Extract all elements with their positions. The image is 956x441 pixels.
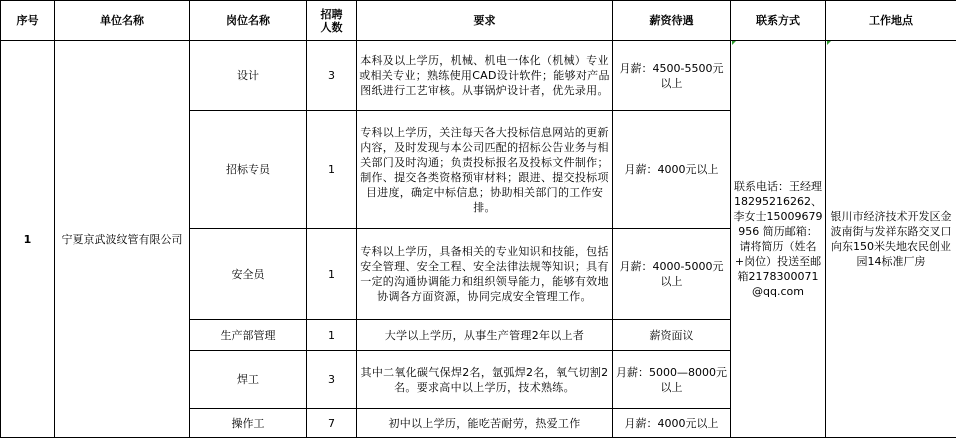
table-row <box>1 41 956 111</box>
job-title-cell: 操作工 <box>190 409 307 438</box>
header-salary: 薪资待遇 <box>613 1 731 41</box>
header-company: 单位名称 <box>55 1 190 41</box>
job-requirement-cell: 初中以上学历，能吃苦耐劳，热爱工作 <box>357 409 613 438</box>
comment-marker <box>827 41 831 45</box>
header-count: 招聘 人数 <box>307 1 357 41</box>
job-title-cell: 焊工 <box>190 351 307 409</box>
header-contact: 联系方式 <box>731 1 826 41</box>
job-requirement-cell: 本科及以上学历，机械、机电一体化（机械）专业或相关专业；熟练使用CAD设计软件；能够对产品图纸进行工艺审核。从事锅炉设计者，优先录用。 <box>357 41 613 111</box>
job-title-cell: 招标专员 <box>190 111 307 229</box>
job-count-cell: 1 <box>307 320 357 351</box>
job-requirement-cell: 其中二氧化碳气保焊2名，氩弧焊2名，氧气切割2名。要求高中以上学历，技术熟练。 <box>357 351 613 409</box>
job-salary-cell: 月薪：4000元以上 <box>613 111 731 229</box>
header-row <box>1 1 956 41</box>
job-salary-cell: 月薪：4500-5500元以上 <box>613 41 731 111</box>
header-job: 岗位名称 <box>190 1 307 41</box>
company-cell: 宁夏京武波纹管有限公司 <box>55 41 190 438</box>
header-location: 工作地点 <box>826 1 956 41</box>
comment-marker <box>732 41 736 45</box>
job-requirement-cell: 专科以上学历，具备相关的专业知识和技能，包括安全管理、安全工程、安全法律法规等知识；具有一定的沟通协调能力和组织领导能力，能够有效地协调各方面资源，协同完成安全管理工作。 <box>357 229 613 320</box>
job-count-cell: 3 <box>307 351 357 409</box>
job-requirement-cell: 专科以上学历，关注每天各大投标信息网站的更新内容，及时发现与本公司匹配的招标公告业务与相关部门及时沟通；负责投标报名及投标文件制作；制作、提交各类资格预审材料；跟进、提交投标项目进度，确定中标信息；协助相关部门的工作安排。 <box>357 111 613 229</box>
header-requirement: 要求 <box>357 1 613 41</box>
location-cell: 银川市经济技术开发区金波南街与发祥东路交叉口向东150米失地农民创业园14标准厂房 <box>826 41 956 438</box>
job-count-cell: 7 <box>307 409 357 438</box>
job-salary-cell: 薪资面议 <box>613 320 731 351</box>
job-count-cell: 1 <box>307 111 357 229</box>
job-title-cell: 生产部管理 <box>190 320 307 351</box>
job-title-cell: 安全员 <box>190 229 307 320</box>
job-count-cell: 1 <box>307 229 357 320</box>
job-count-cell: 3 <box>307 41 357 111</box>
job-salary-cell: 月薪：4000-5000元以上 <box>613 229 731 320</box>
job-salary-cell: 月薪：4000元以上 <box>613 409 731 438</box>
header-seq: 序号 <box>1 1 55 41</box>
contact-cell: 联系电话：王经理18295216262、李女士15009679956 简历邮箱：请将简历（姓名+岗位）投送至邮箱2178300071@qq.com <box>731 41 826 438</box>
job-title-cell: 设计 <box>190 41 307 111</box>
job-salary-cell: 月薪：5000—8000元以上 <box>613 351 731 409</box>
job-requirement-cell: 大学以上学历，从事生产管理2年以上者 <box>357 320 613 351</box>
seq-cell: 1 <box>1 41 55 438</box>
